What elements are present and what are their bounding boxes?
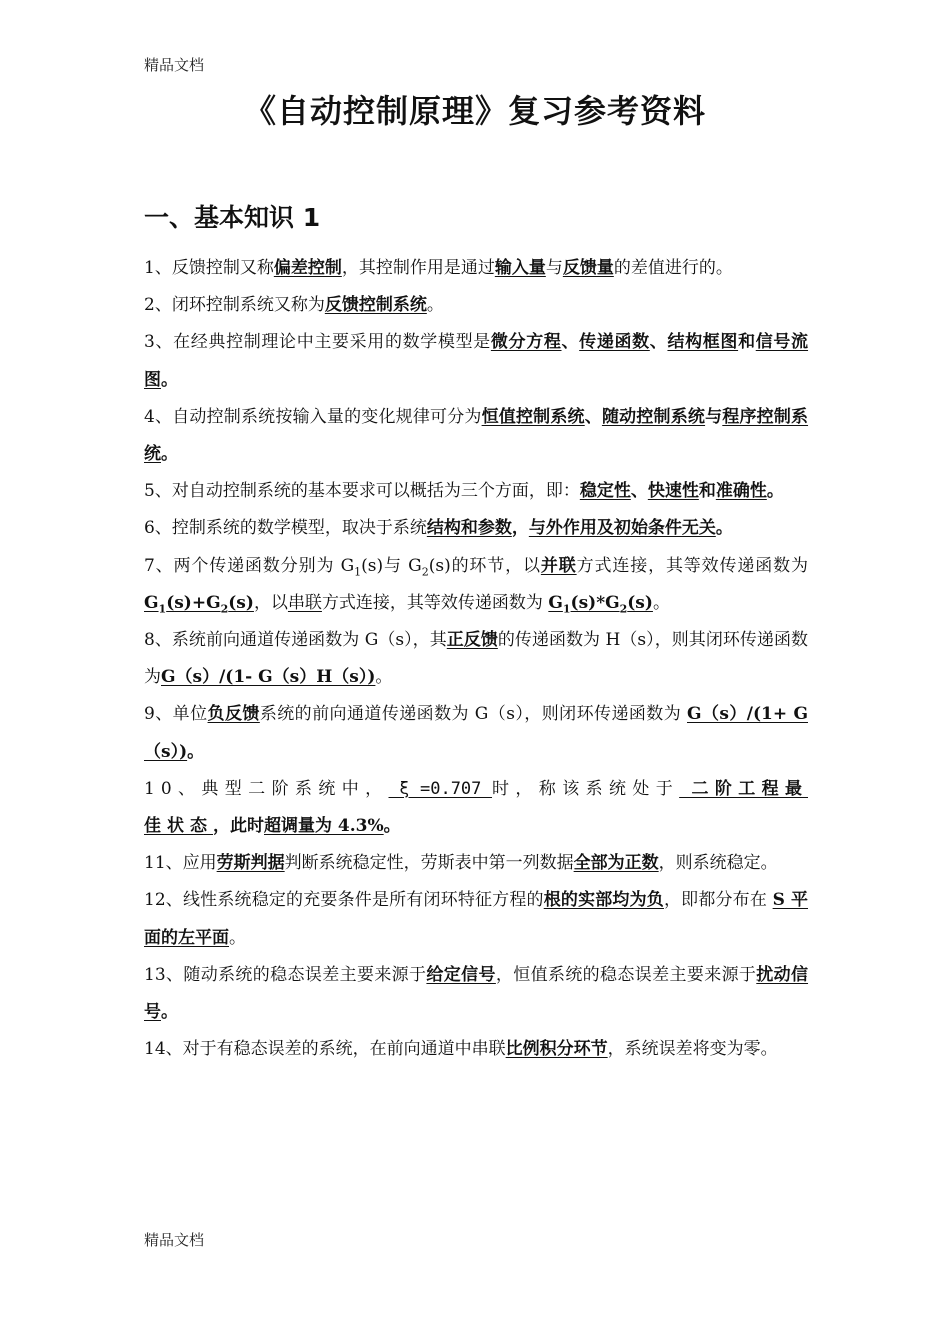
page-header: 精品文档	[144, 56, 205, 74]
list-item-1: 1、反馈控制又称偏差控制，其控制作用是通过输入量与反馈量的差值进行的。	[144, 258, 733, 278]
list-item-9: 9、单位负反馈系统的前向通道传递函数为 G（s），则闭环传递函数为 G（s）/(1+ G（s）)。	[144, 704, 808, 762]
list-item-2: 2、闭环控制系统又称为反馈控制系统。	[144, 295, 444, 316]
list-item-12: 12、线性系统稳定的充要条件是所有闭环特征方程的根的实部均为负，即都分布在 S 平面的左平面。	[144, 890, 808, 948]
list-item-7: 7、两个传递函数分别为 $G_1(s)$与 $G_2(s)$的环节，以并联方式连接，其等效传递函数为 $G_1(s)+G_2(s)$，以串联方式连接，其等效传递函数为 $G_1(s)*G_2(s)$。	[144, 555, 808, 616]
list-item-13: 13、随动系统的稳态误差主要来源于给定信号，恒值系统的稳态误差主要来源于扰动信号。	[144, 964, 809, 1023]
list-item-3: 3、在经典控制理论中主要采用的数学模型是微分方程、传递函数、结构框图和信号流图。	[144, 332, 809, 390]
knowledge-list	[144, 250, 808, 1068]
page-footer: 精品文档	[144, 1231, 205, 1249]
section-heading: 一、基本知识 1	[144, 203, 321, 232]
list-item-8: 8、系统前向通道传递函数为 G（s），其正反馈的传递函数为 H（s），则其闭环传递函数为G（s）/(1- G（s）H（s）)。	[144, 630, 808, 688]
list-item-6: 6、控制系统的数学模型，取决于系统结构和参数，与外作用及初始条件无关。	[144, 518, 733, 539]
list-item-10: 10、典型二阶系统中， ξ =0.707 时，称该系统处于 二阶工程最佳状态，此时超调量为 4.3%。	[144, 778, 808, 837]
list-item-4: 4、自动控制系统按输入量的变化规律可分为恒值控制系统、随动控制系统与程序控制系统。	[144, 406, 809, 465]
document-title: 《自动控制原理》复习参考资料	[243, 92, 706, 130]
list-item-5: 5、对自动控制系统的基本要求可以概括为三个方面，即：稳定性、快速性和准确性。	[144, 481, 784, 502]
list-item-14: 14、对于有稳态误差的系统，在前向通道中串联比例积分环节，系统误差将变为零。	[144, 1039, 778, 1060]
list-item-11: 11、应用劳斯判据判断系统稳定性，劳斯表中第一列数据全部为正数，则系统稳定。	[144, 853, 778, 874]
